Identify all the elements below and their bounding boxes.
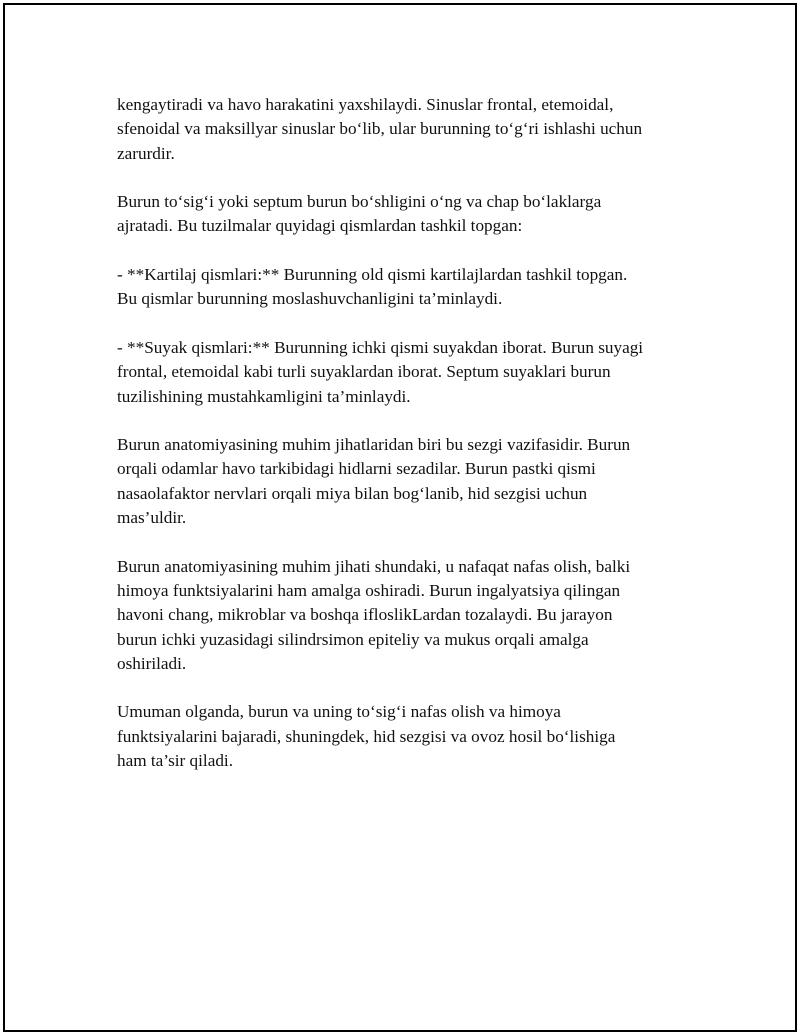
- text-line: Burun anatomiyasining muhim jihatlaridan biri bu sezgi vazifasidir. Burun: [117, 435, 631, 455]
- text-line: zarurdir.: [117, 143, 175, 163]
- paragraph-sinuses: [117, 93, 697, 166]
- text-line: nasaolafaktor nervlari orqali miya bilan bog‘lanib, hid sezgisi uchun: [117, 483, 588, 503]
- text-line: himoya funktsiyalarini ham amalga oshiradi. Burun ingalyatsiya qilingan: [117, 580, 621, 600]
- text-line: funktsiyalarini bajaradi, shuningdek, hid sezgisi va ovoz hosil bo‘lishiga: [117, 726, 616, 746]
- text-line: burun ichki yuzasidagi silindrsimon epiteliy va mukus orqali amalga: [117, 629, 589, 649]
- paragraph-bone: [117, 336, 697, 409]
- paragraph-protection: [117, 555, 697, 676]
- text-line: Bu qismlar burunning moslashuvchanligini ta’minlaydi.: [117, 289, 503, 309]
- text-line: mas’uldir.: [117, 508, 187, 528]
- text-line: Burun anatomiyasining muhim jihati shundaki, u nafaqat nafas olish, balki: [117, 556, 631, 576]
- text-line: ajratadi. Bu tuzilmalar quyidagi qismlardan tashkil topgan:: [117, 216, 523, 236]
- text-line: Burun to‘sig‘i yoki septum burun bo‘shligini o‘ng va chap bo‘laklarga: [117, 192, 602, 212]
- paragraph-septum: [117, 190, 697, 239]
- text-line: Umuman olganda, burun va uning to‘sig‘i nafas olish va himoya: [117, 702, 561, 722]
- paragraph-cartilage: [117, 263, 697, 312]
- paragraph-conclusion: [117, 700, 697, 773]
- text-line: - **Suyak qismlari:** Burunning ichki qismi suyakdan iborat. Burun suyagi: [117, 337, 644, 357]
- text-line: frontal, etemoidal kabi turli suyaklardan iborat. Septum suyaklari burun: [117, 362, 611, 382]
- text-line: orqali odamlar havo tarkibidagi hidlarni sezadilar. Burun pastki qismi: [117, 459, 596, 479]
- text-line: sfenoidal va maksillyar sinuslar bo‘lib, ular burunning to‘g‘ri ishlashi uchun: [117, 119, 643, 139]
- text-line: oshiriladi.: [117, 653, 187, 673]
- text-line: ham ta’sir qiladi.: [117, 751, 233, 771]
- text-line: havoni chang, mikroblar va boshqa ifloslikLardan tozalaydi. Bu jarayon: [117, 605, 613, 625]
- paragraph-smell: [117, 433, 697, 530]
- text-line: - **Kartilaj qismlari:** Burunning old qismi kartilajlardan tashkil topgan.: [117, 265, 628, 285]
- document-body: [117, 93, 697, 798]
- text-line: kengaytiradi va havo harakatini yaxshilaydi. Sinuslar frontal, etemoidal,: [117, 95, 614, 114]
- text-line: tuzilishining mustahkamligini ta’minlaydi.: [117, 386, 411, 406]
